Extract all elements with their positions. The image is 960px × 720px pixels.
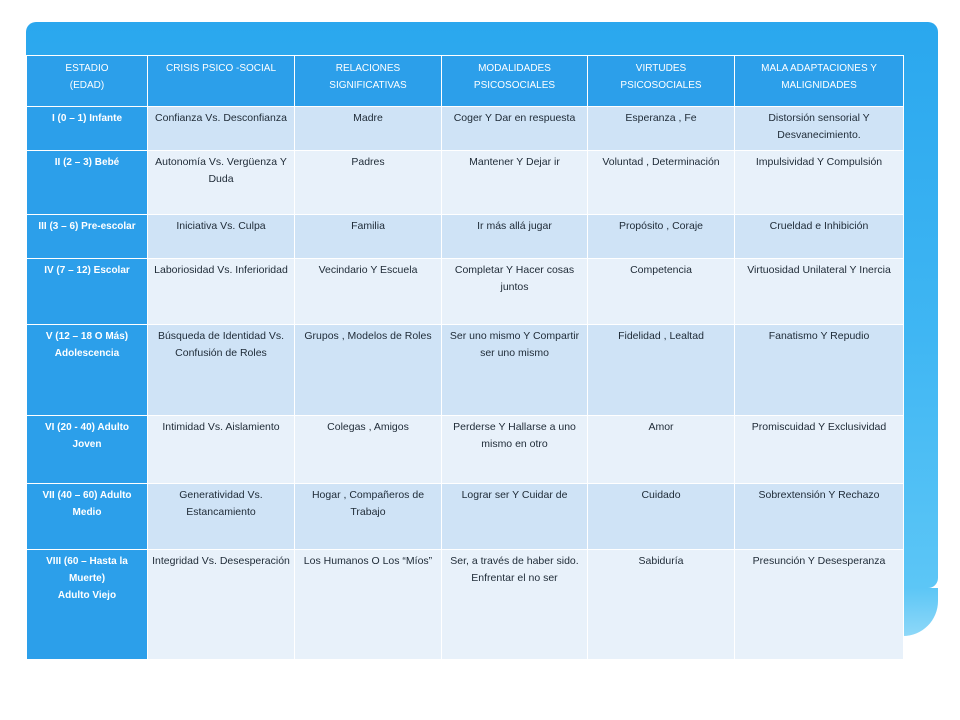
relations-cell: Familia [295,215,442,259]
slide-background-tail [903,588,938,636]
relations-cell: Vecindario Y Escuela [295,259,442,325]
table-row [27,550,904,660]
virtues-cell: Amor [588,416,735,484]
relations-cell: Los Humanos O Los “Míos” [295,550,442,660]
crisis-cell: Iniciativa Vs. Culpa [148,215,295,259]
modalities-cell: Mantener Y Dejar ir [442,151,588,215]
stage-cell: V (12 – 18 O Más) Adolescencia [27,325,148,416]
crisis-cell: Confianza Vs. Desconfianza [148,107,295,151]
stage-cell: II (2 – 3) Bebé [27,151,148,215]
maladaptations-cell: Virtuosidad Unilateral Y Inercia [735,259,904,325]
modalities-cell: Coger Y Dar en respuesta [442,107,588,151]
header-virtues: VIRTUDES PSICOSOCIALES [588,56,735,107]
modalities-cell: Ser, a través de haber sido. Enfrentar el no ser [442,550,588,660]
stage-cell: VII (40 – 60) Adulto Medio [27,484,148,550]
maladaptations-cell: Crueldad e Inhibición [735,215,904,259]
header-crisis: CRISIS PSICO -SOCIAL [148,56,295,107]
header-maladaptations: MALA ADAPTACIONES Y MALIGNIDADES [735,56,904,107]
table-row [27,416,904,484]
header-modalities: MODALIDADES PSICOSOCIALES [442,56,588,107]
modalities-cell: Ir más allá jugar [442,215,588,259]
table-row [27,107,904,151]
virtues-cell: Sabiduría [588,550,735,660]
maladaptations-cell: Presunción Y Desesperanza [735,550,904,660]
stage-cell: IV (7 – 12) Escolar [27,259,148,325]
crisis-cell: Integridad Vs. Desesperación [148,550,295,660]
crisis-cell: Laboriosidad Vs. Inferioridad [148,259,295,325]
table-row [27,484,904,550]
maladaptations-cell: Promiscuidad Y Exclusividad [735,416,904,484]
crisis-cell: Intimidad Vs. Aislamiento [148,416,295,484]
stage-cell: III (3 – 6) Pre-escolar [27,215,148,259]
relations-cell: Hogar , Compañeros de Trabajo [295,484,442,550]
crisis-cell: Generatividad Vs. Estancamiento [148,484,295,550]
table-header-row [27,56,904,107]
modalities-cell: Perderse Y Hallarse a uno mismo en otro [442,416,588,484]
erikson-stages-table [26,55,904,660]
table-row [27,259,904,325]
stage-cell: VIII (60 – Hasta la Muerte) Adulto Viejo [27,550,148,660]
table-row [27,151,904,215]
virtues-cell: Voluntad , Determinación [588,151,735,215]
maladaptations-cell: Fanatismo Y Repudio [735,325,904,416]
relations-cell: Colegas , Amigos [295,416,442,484]
maladaptations-cell: Distorsión sensorial Y Desvanecimiento. [735,107,904,151]
relations-cell: Padres [295,151,442,215]
stage-cell: VI (20 - 40) Adulto Joven [27,416,148,484]
modalities-cell: Completar Y Hacer cosas juntos [442,259,588,325]
modalities-cell: Ser uno mismo Y Compartir ser uno mismo [442,325,588,416]
virtues-cell: Cuidado [588,484,735,550]
relations-cell: Grupos , Modelos de Roles [295,325,442,416]
crisis-cell: Búsqueda de Identidad Vs. Confusión de Roles [148,325,295,416]
stage-cell: I (0 – 1) Infante [27,107,148,151]
virtues-cell: Fidelidad , Lealtad [588,325,735,416]
virtues-cell: Competencia [588,259,735,325]
table-row [27,325,904,416]
maladaptations-cell: Sobrextensión Y Rechazo [735,484,904,550]
table-row [27,215,904,259]
crisis-cell: Autonomía Vs. Vergüenza Y Duda [148,151,295,215]
virtues-cell: Esperanza , Fe [588,107,735,151]
header-relations: RELACIONES SIGNIFICATIVAS [295,56,442,107]
relations-cell: Madre [295,107,442,151]
header-stage: ESTADIO (EDAD) [27,56,148,107]
maladaptations-cell: Impulsividad Y Compulsión [735,151,904,215]
modalities-cell: Lograr ser Y Cuidar de [442,484,588,550]
virtues-cell: Propósito , Coraje [588,215,735,259]
